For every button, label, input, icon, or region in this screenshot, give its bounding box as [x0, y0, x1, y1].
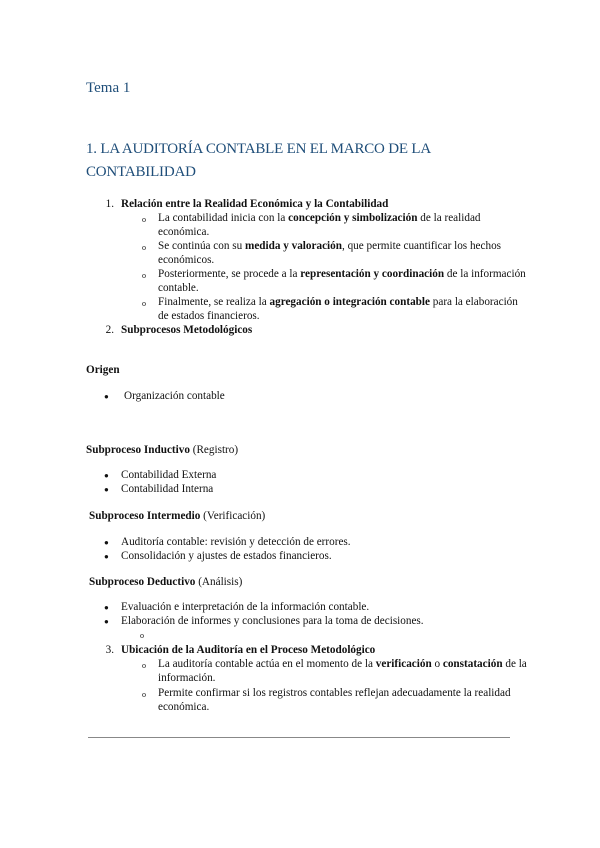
list-item: Posteriormente, se procede a la representación y coordinación de la información contable.	[158, 268, 526, 294]
list-item: Permite confirmar si los registros contables reflejan adecuadamente la realidad económica.	[158, 687, 511, 713]
section-heading: Relación entre la Realidad Económica y la Contabilidad	[121, 198, 389, 210]
sub-bullet-marker: o	[142, 271, 146, 280]
bullet-marker: ●	[104, 552, 109, 561]
list-item: Elaboración de informes y conclusiones para la toma de decisiones.	[121, 615, 424, 627]
bullet-marker: ●	[104, 603, 109, 612]
bullet-marker: ●	[104, 617, 109, 626]
list-item: La contabilidad inicia con la concepción y simbolización de la realidad económica.	[158, 212, 481, 238]
bullet-marker: ●	[104, 538, 109, 547]
list-item: Organización contable	[124, 390, 225, 402]
list-item: Auditoría contable: revisión y detección de errores.	[121, 536, 351, 548]
sub-bullet-marker: o	[142, 661, 146, 670]
list-item: Contabilidad Interna	[121, 483, 214, 495]
sub-bullet-marker: o	[142, 299, 146, 308]
subsection-heading: Subproceso Deductivo (Análisis)	[89, 576, 243, 588]
sub-bullet-marker: o	[142, 690, 146, 699]
bullet-marker: ●	[104, 485, 109, 494]
list-item: Consolidación y ajustes de estados financieros.	[121, 550, 332, 562]
list-item: Contabilidad Externa	[121, 469, 217, 481]
section-heading: Ubicación de la Auditoría en el Proceso Metodológico	[121, 644, 376, 656]
sub-bullet-marker: o	[142, 215, 146, 224]
list-number: 3.	[105, 644, 114, 656]
subsection-heading: Origen	[86, 364, 120, 376]
list-number: 2.	[105, 324, 114, 336]
horizontal-divider	[88, 737, 510, 738]
subsection-heading: Subproceso Intermedio (Verificación)	[89, 510, 266, 522]
bullet-marker: ●	[104, 471, 109, 480]
list-item: La auditoría contable actúa en el momento de la verificación o constatación de la información.	[158, 658, 527, 684]
list-item: Finalmente, se realiza la agregación o integración contable para la elaboración de estados financieros.	[158, 296, 518, 322]
list-item: Evaluación e interpretación de la información contable.	[121, 601, 370, 613]
section-heading: Subprocesos Metodológicos	[121, 324, 253, 336]
list-item: Se continúa con su medida y valoración, que permite cuantificar los hechos económicos.	[158, 240, 502, 266]
sub-bullet-marker: o	[142, 243, 146, 252]
bullet-marker: ●	[104, 392, 109, 401]
list-number: 1.	[105, 198, 114, 210]
main-heading: 1. LA AUDITORÍA CONTABLE EN EL MARCO DE LA CONTABILIDAD	[86, 141, 431, 180]
subsection-heading: Subproceso Inductivo (Registro)	[86, 444, 239, 456]
empty-sub-bullet-marker: o	[140, 631, 144, 640]
doc-section-label: Tema 1	[86, 80, 131, 96]
